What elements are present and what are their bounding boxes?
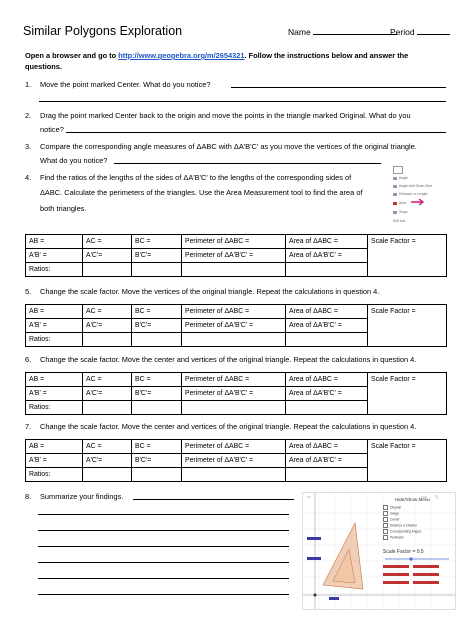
cell-ratio[interactable] (132, 468, 182, 482)
cell-area-abc[interactable]: Area of ΔABC = (286, 440, 368, 454)
cell-ratio[interactable] (132, 401, 182, 415)
question-3-line-2: What do you notice? (40, 156, 108, 165)
calculation-table-q7 (25, 439, 447, 482)
calculation-table-q5 (25, 304, 447, 347)
question-text: Change the scale factor. Move the center and vertices of the original triangle. Repeat the calculations in question 4. (40, 355, 417, 364)
cell-ratio[interactable] (132, 263, 182, 277)
cell-a-b[interactable]: A'B' = (26, 454, 83, 468)
cell-perimeter-abc[interactable]: Perimeter of ΔABC = (182, 235, 286, 249)
cell-ac[interactable]: AC = (83, 305, 132, 319)
menu-item: Slope (399, 210, 408, 214)
period-label: Period (390, 27, 415, 37)
menu-icon (393, 211, 397, 214)
name-blank[interactable] (313, 26, 397, 35)
answer-line[interactable] (66, 132, 446, 133)
menu-item: Roll List (393, 219, 406, 223)
cell-a-b[interactable]: A'B' = (26, 249, 83, 263)
cell-ratio[interactable] (286, 468, 368, 482)
cell-bc[interactable]: BC = (132, 373, 182, 387)
checkbox-perimeter[interactable]: Perimeter (383, 535, 404, 540)
measurement-menu-thumbnail (393, 166, 443, 228)
question-4-line-2: ΔABC. Calculate the perimeters of the triangles. Use the Area Measurement tool to find the area of (40, 188, 363, 197)
hide-show-menu-label: Hide/Show Menu (395, 497, 430, 502)
answer-line[interactable] (38, 546, 289, 547)
graph-canvas (303, 493, 455, 609)
cell-ab[interactable]: AB = (26, 305, 83, 319)
cell-ratio[interactable] (182, 263, 286, 277)
cell-ab[interactable]: AB = (26, 235, 83, 249)
answer-line[interactable] (39, 101, 446, 102)
cell-ac[interactable]: AC = (83, 373, 132, 387)
cell-ratios-label: Ratios: (26, 401, 83, 415)
checkbox-image[interactable]: Image (383, 511, 399, 516)
answer-line[interactable] (38, 530, 289, 531)
intro-line-2: questions. (25, 62, 62, 71)
cell-a-b[interactable]: A'B' = (26, 387, 83, 401)
menu-item: Angle (399, 176, 408, 180)
cell-ratio[interactable] (182, 468, 286, 482)
menu-item: Angle with Given Size (399, 184, 432, 188)
question-text: Summarize your findings. (40, 492, 124, 501)
answer-line[interactable] (38, 562, 289, 563)
cell-perimeter-image[interactable]: Perimeter of ΔA'B'C' = (182, 249, 286, 263)
cell-ab[interactable]: AB = (26, 373, 83, 387)
question-number: 3. (25, 142, 32, 151)
cell-a-c[interactable]: A'C'= (83, 249, 132, 263)
cell-b-c[interactable]: B'C'= (132, 249, 182, 263)
cell-ratios-label: Ratios: (26, 468, 83, 482)
cell-ratio[interactable] (182, 401, 286, 415)
question-number: 8. (25, 492, 32, 501)
cell-scale-factor[interactable]: Scale Factor = (368, 305, 447, 347)
pointer-arrow-icon (411, 199, 425, 205)
question-text: Change the scale factor. Move the vertices of the original triangle. Repeat the calculations in question 4. (40, 287, 380, 296)
calculation-table-q4 (25, 234, 447, 277)
cell-area-abc[interactable]: Area of ΔABC = (286, 373, 368, 387)
cell-bc[interactable]: BC = (132, 440, 182, 454)
question-text: Find the ratios of the lengths of the sides of ΔA'B'C' to the lengths of the corresponding sides of (40, 173, 352, 182)
intro-text-after: . Follow the instructions below and answer the (244, 51, 409, 60)
cell-area-abc[interactable]: Area of ΔABC = (286, 235, 368, 249)
menu-item: Area (399, 201, 407, 205)
question-number: 5. (25, 287, 32, 296)
calculation-table-q6 (25, 372, 447, 415)
cell-a-b[interactable]: A'B' = (26, 319, 83, 333)
cell-ratios-label: Ratios: (26, 263, 83, 277)
scale-factor-label: Scale Factor = 0.5 (383, 549, 424, 555)
cell-area-image[interactable]: Area of ΔA'B'C' = (286, 387, 368, 401)
question-number: 1. (25, 80, 32, 89)
menu-icon (393, 202, 397, 205)
name-field[interactable] (288, 26, 397, 37)
checkbox-center[interactable]: Center (383, 517, 400, 522)
cell-b-c[interactable]: B'C'= (132, 319, 182, 333)
cell-perimeter-image[interactable]: Perimeter of ΔA'B'C' = (182, 387, 286, 401)
cell-area-image[interactable]: Area of ΔA'B'C' = (286, 319, 368, 333)
cell-area-abc[interactable]: Area of ΔABC = (286, 305, 368, 319)
period-field[interactable] (390, 26, 450, 37)
cell-ratio[interactable] (83, 263, 132, 277)
question-number: 4. (25, 173, 32, 182)
cell-scale-factor[interactable]: Scale Factor = (368, 373, 447, 415)
question-text: Drag the point marked Center back to the origin and move the points in the triangle marked Original. What do you (40, 111, 411, 120)
cell-a-c[interactable]: A'C'= (83, 387, 132, 401)
question-text: Compare the corresponding angle measures of ΔABC with ΔA'B'C' as you move the vertices of the original triangle. (40, 142, 417, 151)
answer-line[interactable] (114, 163, 381, 164)
page-title: Similar Polygons Exploration (23, 24, 183, 38)
question-number: 7. (25, 422, 32, 431)
cell-perimeter-image[interactable]: Perimeter of ΔA'B'C' = (182, 454, 286, 468)
angle-tool-icon (393, 166, 403, 174)
cell-bc[interactable]: BC = (132, 235, 182, 249)
cell-perimeter-abc[interactable]: Perimeter of ΔABC = (182, 305, 286, 319)
cell-ratio[interactable] (182, 333, 286, 347)
cell-ratio[interactable] (83, 333, 132, 347)
cell-ratio[interactable] (286, 401, 368, 415)
answer-line[interactable] (38, 578, 289, 579)
cell-b-c[interactable]: B'C'= (132, 387, 182, 401)
name-label: Name (288, 27, 311, 37)
cell-bc[interactable]: BC = (132, 305, 182, 319)
period-blank[interactable] (417, 26, 450, 35)
answer-line[interactable] (231, 87, 446, 88)
cell-scale-factor[interactable]: Scale Factor = (368, 235, 447, 277)
cell-a-c[interactable]: A'C'= (83, 454, 132, 468)
checkbox-distance[interactable]: Distance & Dilation (383, 523, 417, 528)
cell-a-c[interactable]: A'C'= (83, 319, 132, 333)
cell-ratios-label: Ratios: (26, 333, 83, 347)
cell-scale-factor[interactable]: Scale Factor = (368, 440, 447, 482)
checkbox-angles[interactable]: Corresponding Angles (383, 529, 421, 534)
cell-perimeter-abc[interactable]: Perimeter of ΔABC = (182, 373, 286, 387)
menu-item: Distance or Length (399, 192, 428, 196)
question-4-line-3: both triangles. (40, 204, 87, 213)
cell-ac[interactable]: AC = (83, 235, 132, 249)
cell-perimeter-abc[interactable]: Perimeter of ΔABC = (182, 440, 286, 454)
question-number: 6. (25, 355, 32, 364)
question-2-line-2: notice? (40, 125, 64, 134)
cell-ab[interactable]: AB = (26, 440, 83, 454)
cell-ratio[interactable] (286, 263, 368, 277)
question-text: Move the point marked Center. What do you notice? (40, 80, 211, 89)
cell-area-image[interactable]: Area of ΔA'B'C' = (286, 454, 368, 468)
cell-ac[interactable]: AC = (83, 440, 132, 454)
menu-icon (393, 185, 397, 188)
question-text: Change the scale factor. Move the center and vertices of the original triangle. Repeat the calculations in question 4. (40, 422, 417, 431)
answer-line[interactable] (38, 514, 289, 515)
checkbox-original[interactable]: Original (383, 505, 401, 510)
geogebra-applet-thumbnail (302, 492, 456, 610)
answer-line[interactable] (38, 594, 289, 595)
cell-area-image[interactable]: Area of ΔA'B'C' = (286, 249, 368, 263)
cell-ratio[interactable] (132, 333, 182, 347)
geogebra-link[interactable]: http://www.geogebra.org/m/2654321 (118, 51, 245, 60)
menu-icon (393, 177, 397, 180)
cell-b-c[interactable]: B'C'= (132, 454, 182, 468)
answer-line[interactable] (133, 499, 294, 500)
question-number: 2. (25, 111, 32, 120)
cell-ratio[interactable] (286, 333, 368, 347)
cell-ratio[interactable] (83, 468, 132, 482)
cell-perimeter-image[interactable]: Perimeter of ΔA'B'C' = (182, 319, 286, 333)
cell-ratio[interactable] (83, 401, 132, 415)
intro-text-before: Open a browser and go to (25, 51, 117, 60)
menu-icon (393, 193, 397, 196)
intro-instructions (25, 51, 408, 60)
